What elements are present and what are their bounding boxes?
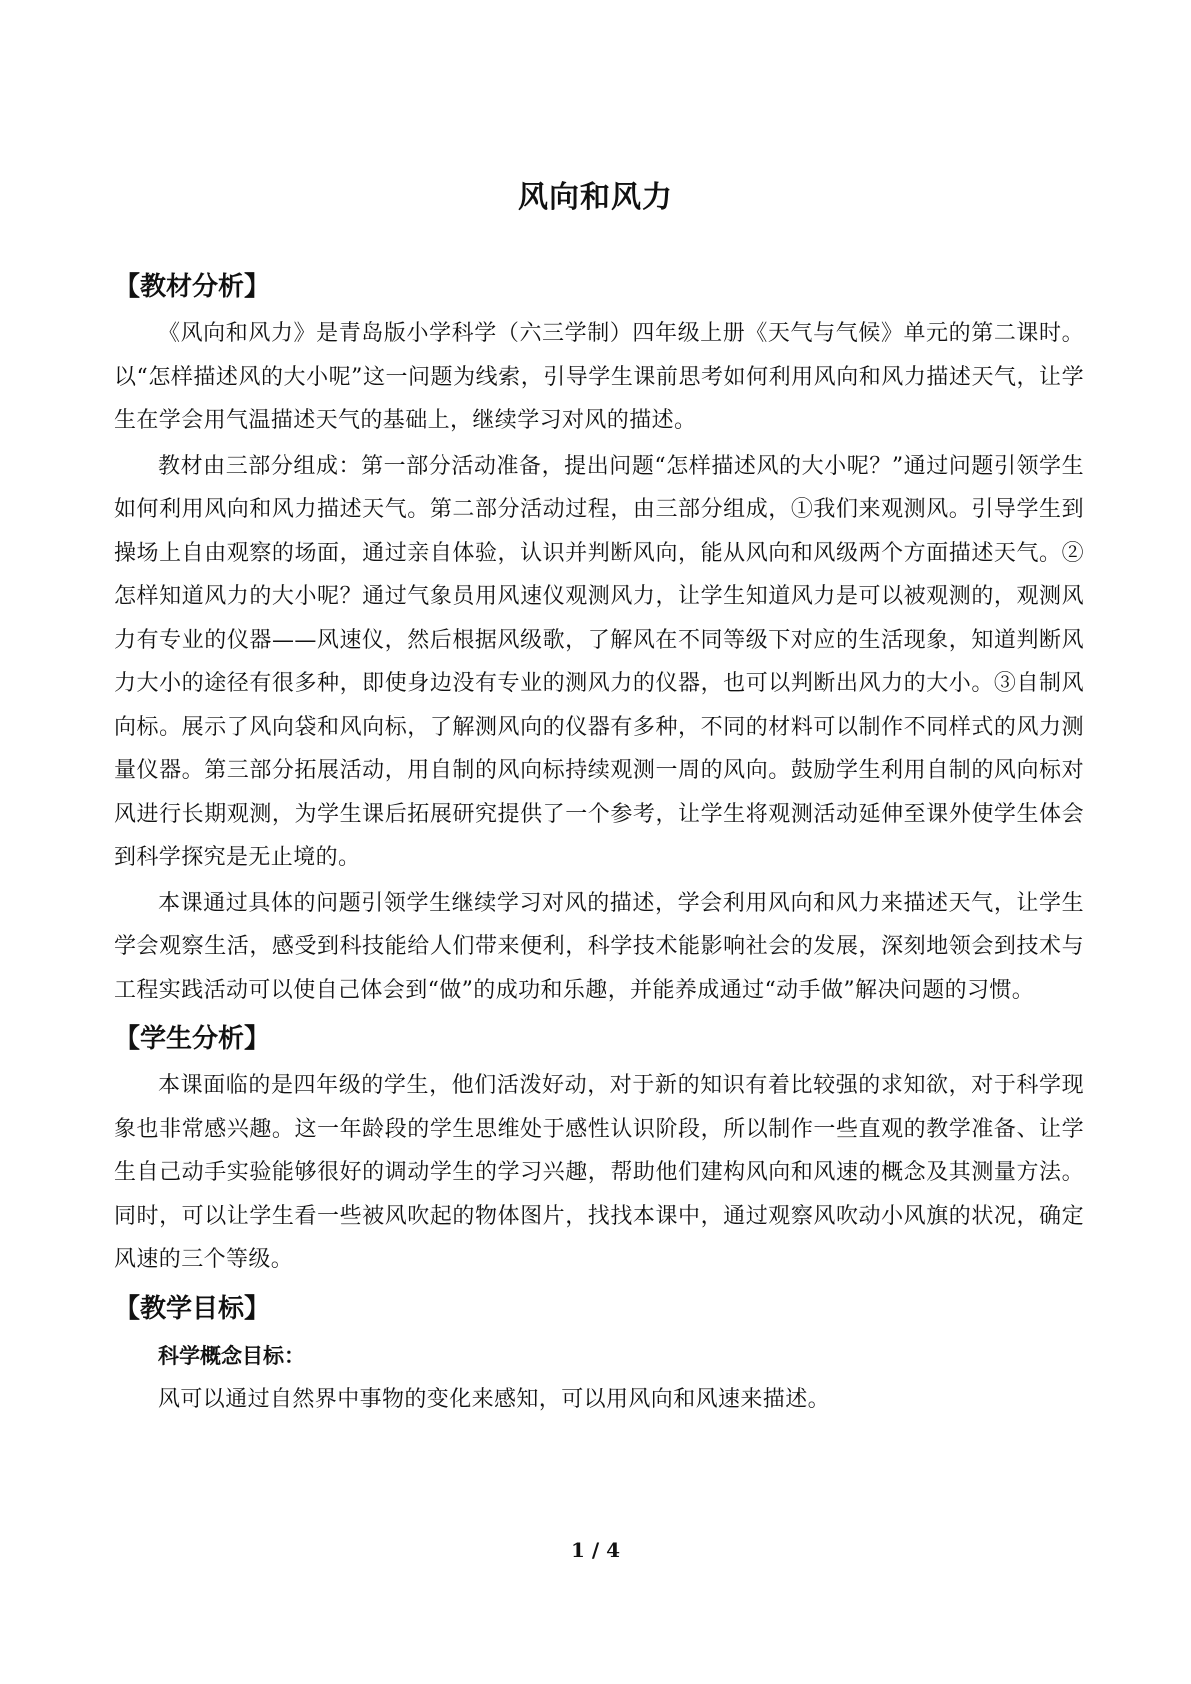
document-title: 风向和风力 <box>518 180 673 215</box>
subheading-science-concept-goals: 科学概念目标： <box>158 1343 305 1368</box>
paragraph: 本课面临的是四年级的学生，他们活泼好动，对于新的知识有着比较强的求知欲，对于科学现象也非常感兴趣。这一年龄段的学生思维处于感性认识阶段，所以制作一些直观的教学准备、让学生自己动手实验能够很好的调动学生的学习兴趣，帮助他们建构风向和风速的概念及其测量方法。同时，可以让学生看一些被风吹起的物体图片，找找本课中，通过观察风吹动小风旗的状况，确定风速的三个等级。 <box>114 1073 1084 1272</box>
page-number: 1 / 4 <box>570 1538 621 1562</box>
section-heading-textbook-analysis: 【教材分析】 <box>114 272 271 302</box>
document-body <box>114 262 1084 1423</box>
paragraph: 本课通过具体的问题引领学生继续学习对风的描述，学会利用风向和风力来描述天气，让学生学会观察生活，感受到科技能给人们带来便利，科学技术能影响社会的发展，深刻地领会到技术与工程实践活动可以使自己体会到“做”的成功和乐趣，并能养成通过“动手做”解决问题的习惯。 <box>114 890 1084 1003</box>
paragraph: 《风向和风力》是青岛版小学科学（六三学制）四年级上册《天气与气候》单元的第二课时。以“怎样描述风的大小呢”这一问题为线索，引导学生课前思考如何利用风向和风力描述天气，让学生在学会用气温描述天气的基础上，继续学习对风的描述。 <box>114 321 1084 433</box>
paragraph: 风可以通过自然界中事物的变化来感知，可以用风向和风速来描述。 <box>158 1386 831 1412</box>
section-heading-student-analysis: 【学生分析】 <box>114 1024 271 1054</box>
paragraph: 教材由三部分组成：第一部分活动准备，提出问题“怎样描述风的大小呢？”通过问题引领学生如何利用风向和风力描述天气。第二部分活动过程，由三部分组成，①我们来观测风。引导学生到操场上自由观察的场面，通过亲自体验，认识并判断风向，能从风向和风级两个方面描述天气。②怎样知道风力的大小呢？通过气象员用风速仪观测风力，让学生知道风力是可以被观测的，观测风力有专业的仪器——风速仪，然后根据风级歌，了解风在不同等级下对应的生活现象，知道判断风力大小的途径有很多种，即使身边没有专业的测风力的仪器，也可以判断出风力的大小。③自制风向标。展示了风向袋和风向标，了解测风向的仪器有多种，不同的材料可以制作不同样式的风力测量仪器。第三部分拓展活动，用自制的风向标持续观测一周的风向。鼓励学生利用自制的风向标对风进行长期观测，为学生课后拓展研究提供了一个参考，让学生将观测活动延伸至课外使学生体会到科学探究是无止境的。 <box>114 453 1084 870</box>
section-heading-teaching-goals: 【教学目标】 <box>114 1293 271 1324</box>
